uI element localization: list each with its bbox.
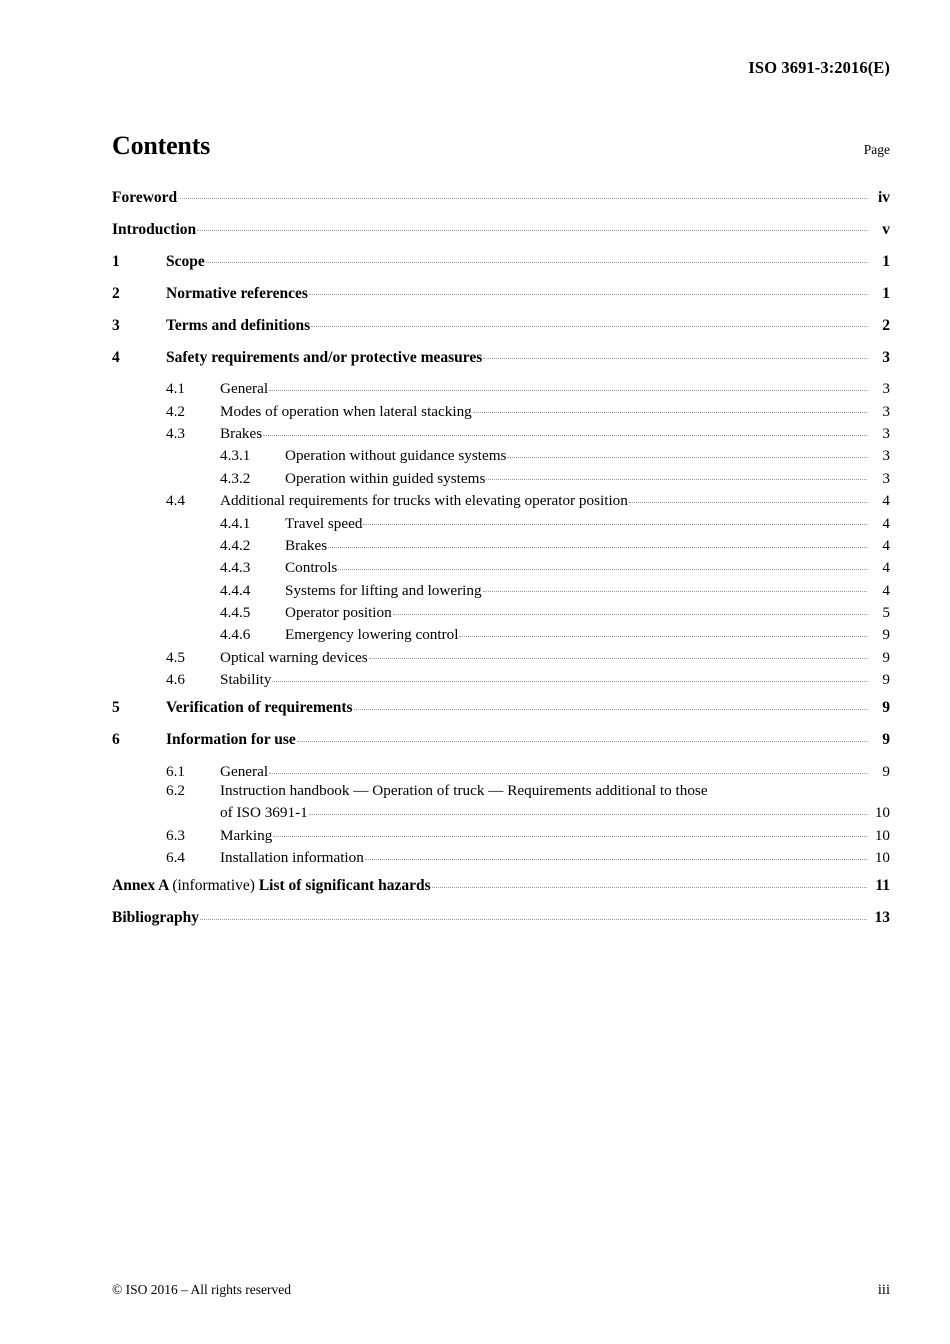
toc-entry[interactable] — [112, 400, 890, 418]
toc-entry-number: 6.4 — [166, 849, 185, 867]
toc-entry-label: Operation within guided systems — [285, 469, 486, 487]
toc-entry-label: Optical warning devices — [220, 648, 368, 666]
toc-entry-page: v — [882, 220, 890, 238]
toc-entry[interactable] — [112, 557, 890, 575]
toc-entry-page: 3 — [882, 402, 890, 420]
dot-leader — [273, 824, 867, 839]
toc-entry-page: 10 — [874, 804, 890, 822]
toc-entry-label: General — [220, 763, 269, 781]
toc-entry-label: Brakes — [220, 424, 263, 442]
toc-entry-number: 6 — [112, 731, 120, 749]
toc-entry-page: iv — [877, 188, 890, 206]
dot-leader — [629, 490, 867, 505]
toc-entry-page: 11 — [875, 877, 890, 895]
toc-entry-label: Foreword — [112, 188, 178, 206]
toc-entry-page: 1 — [882, 252, 890, 270]
dot-leader — [297, 729, 867, 745]
toc-entry-number: 2 — [112, 284, 120, 302]
toc-entry-label: Bibliography — [112, 909, 199, 927]
dot-leader — [328, 535, 867, 550]
toc-entry[interactable] — [112, 218, 890, 237]
toc-entry[interactable] — [112, 761, 890, 779]
dot-leader — [263, 423, 867, 438]
toc-entry[interactable] — [112, 647, 890, 665]
dot-leader — [200, 907, 867, 923]
toc-entry-label: Operator position — [285, 604, 392, 622]
toc-entry-page: 4 — [882, 559, 890, 577]
dot-leader — [197, 218, 867, 234]
toc-entry[interactable] — [112, 580, 890, 598]
dot-leader — [178, 186, 867, 202]
toc-entry-number: 4.4 — [166, 492, 185, 510]
toc-entry[interactable] — [112, 445, 890, 463]
toc-entry-number: 4 — [112, 348, 120, 366]
toc-entry-number: 5 — [112, 699, 120, 717]
toc-entry-bibliography[interactable] — [112, 907, 890, 926]
toc-entry-label — [112, 878, 431, 894]
toc-entry[interactable] — [112, 669, 890, 687]
toc-entry-page: 9 — [882, 626, 890, 644]
toc-entry-label: Terms and definitions — [166, 316, 311, 334]
dot-leader — [354, 697, 867, 713]
dot-leader — [483, 346, 867, 362]
toc-entry-label: Systems for lifting and lowering — [285, 581, 482, 599]
toc-entry-number: 1 — [112, 252, 120, 270]
toc-entry-label: Travel speed — [285, 514, 363, 532]
toc-entry-number: 4.4.6 — [220, 626, 251, 644]
annex-title: List of significant hazards — [258, 877, 431, 895]
dot-leader — [365, 847, 867, 862]
toc-entry-page: 3 — [882, 380, 890, 398]
toc-entry-page: 5 — [882, 604, 890, 622]
toc-entry-number: 6.2 — [166, 782, 185, 800]
annex-prefix: Annex A — [112, 877, 169, 895]
annex-qualifier: (informative) — [172, 877, 255, 895]
dot-leader — [272, 669, 867, 684]
toc-entry[interactable] — [112, 624, 890, 642]
toc-entry-label: Safety requirements and/or protective measures — [166, 348, 483, 366]
toc-entry-number: 4.6 — [166, 671, 185, 689]
toc-entry-label-continuation: of ISO 3691-1 — [220, 804, 308, 822]
dot-leader — [338, 557, 867, 572]
toc-entry-page: 3 — [882, 469, 890, 487]
dot-leader — [363, 512, 867, 527]
toc-entry-number: 4.5 — [166, 648, 185, 666]
toc-entry-number: 4.4.3 — [220, 559, 251, 577]
toc-entry-page: 4 — [882, 581, 890, 599]
toc-entry-label: Modes of operation when lateral stacking — [220, 402, 472, 420]
toc-entry-label: Stability — [220, 671, 272, 689]
toc-entry-page: 4 — [882, 492, 890, 510]
toc-entry-number: 3 — [112, 316, 120, 334]
toc-entry[interactable] — [112, 490, 890, 508]
dot-leader — [486, 468, 867, 483]
dot-leader — [369, 647, 867, 662]
toc-entry-page: 9 — [882, 671, 890, 689]
toc-entry-label: Normative references — [166, 284, 308, 302]
dot-leader — [206, 250, 867, 266]
footer-page-number: iii — [877, 1282, 890, 1298]
dot-leader — [473, 400, 867, 415]
toc-entry-number: 4.4.5 — [220, 604, 251, 622]
toc-entry-page: 1 — [882, 284, 890, 302]
toc-entry-label: Controls — [285, 559, 338, 577]
toc-entry[interactable] — [112, 468, 890, 486]
document-header-standard-ref: ISO 3691-3:2016(E) — [748, 58, 890, 77]
toc-entry-label: Scope — [166, 252, 205, 270]
toc-entry[interactable] — [112, 186, 890, 205]
toc-entry[interactable] — [112, 250, 890, 269]
toc-entry-number: 4.2 — [166, 402, 185, 420]
toc-entry[interactable] — [112, 824, 890, 842]
page-footer — [112, 1282, 890, 1299]
toc-entry-number: 6.3 — [166, 826, 185, 844]
toc-entry-page: 9 — [882, 699, 890, 717]
toc-entry[interactable] — [112, 512, 890, 530]
toc-entry-page: 2 — [882, 316, 890, 334]
toc-entry-page: 3 — [882, 424, 890, 442]
table-of-contents — [112, 186, 890, 939]
toc-entry[interactable] — [112, 423, 890, 441]
toc-entry[interactable] — [112, 783, 890, 820]
toc-entry-page: 3 — [882, 348, 890, 366]
toc-entry-label: Additional requirements for trucks with elevating operator position — [220, 492, 628, 510]
toc-entry-number: 4.3.2 — [220, 469, 251, 487]
toc-entry[interactable] — [112, 602, 890, 620]
toc-entry-page: 4 — [882, 536, 890, 554]
toc-entry-label: Emergency lowering control — [285, 626, 459, 644]
toc-entry-annex-a[interactable] — [112, 875, 890, 894]
toc-entry-number: 4.3 — [166, 424, 185, 442]
toc-entry-page: 10 — [874, 849, 890, 867]
toc-entry-label: Installation information — [220, 849, 364, 867]
toc-entry-number: 4.4.2 — [220, 536, 251, 554]
toc-entry-number: 4.4.1 — [220, 514, 251, 532]
toc-entry-label: Introduction — [112, 220, 197, 238]
toc-entry[interactable] — [112, 282, 890, 301]
page-column-header: Page — [863, 142, 890, 157]
toc-entry-number: 4.1 — [166, 380, 185, 398]
toc-entry[interactable] — [112, 697, 890, 716]
copyright-notice: © ISO 2016 – All rights reserved — [112, 1282, 291, 1297]
toc-entry-page: 10 — [874, 826, 890, 844]
dot-leader — [459, 624, 867, 639]
toc-entry[interactable] — [112, 314, 890, 333]
toc-entry[interactable] — [112, 535, 890, 553]
toc-entry-page: 13 — [874, 909, 890, 927]
dot-leader — [393, 602, 867, 617]
toc-entry-label: Operation without guidance systems — [285, 447, 507, 465]
dot-leader — [269, 378, 867, 393]
toc-entry-page: 3 — [882, 447, 890, 465]
toc-entry-label: Verification of requirements — [166, 699, 353, 717]
dot-leader — [311, 314, 867, 330]
dot-leader — [309, 802, 867, 817]
dot-leader — [269, 761, 867, 776]
toc-entry[interactable] — [112, 847, 890, 865]
toc-entry-label: Brakes — [285, 536, 328, 554]
toc-entry-page: 4 — [882, 514, 890, 532]
dot-leader — [483, 580, 867, 595]
toc-entry-label: General — [220, 380, 269, 398]
toc-entry[interactable] — [112, 378, 890, 396]
toc-entry-page: 9 — [882, 648, 890, 666]
toc-entry-page: 9 — [882, 731, 890, 749]
dot-leader — [432, 875, 867, 891]
toc-entry-page: 9 — [882, 763, 890, 781]
dot-leader — [309, 282, 867, 298]
contents-title-row — [112, 131, 890, 161]
toc-entry-number: 4.4.4 — [220, 581, 251, 599]
toc-entry[interactable] — [112, 729, 890, 748]
toc-entry-label: Marking — [220, 826, 273, 844]
toc-entry[interactable] — [112, 346, 890, 365]
toc-entry-label: Information for use — [166, 731, 296, 749]
toc-entry-label: Instruction handbook — Operation of truck — Requirements additional to those — [220, 782, 708, 800]
toc-entry-number: 6.1 — [166, 763, 185, 781]
page-title: Contents — [112, 131, 211, 160]
dot-leader — [507, 445, 867, 460]
toc-entry-number: 4.3.1 — [220, 447, 251, 465]
